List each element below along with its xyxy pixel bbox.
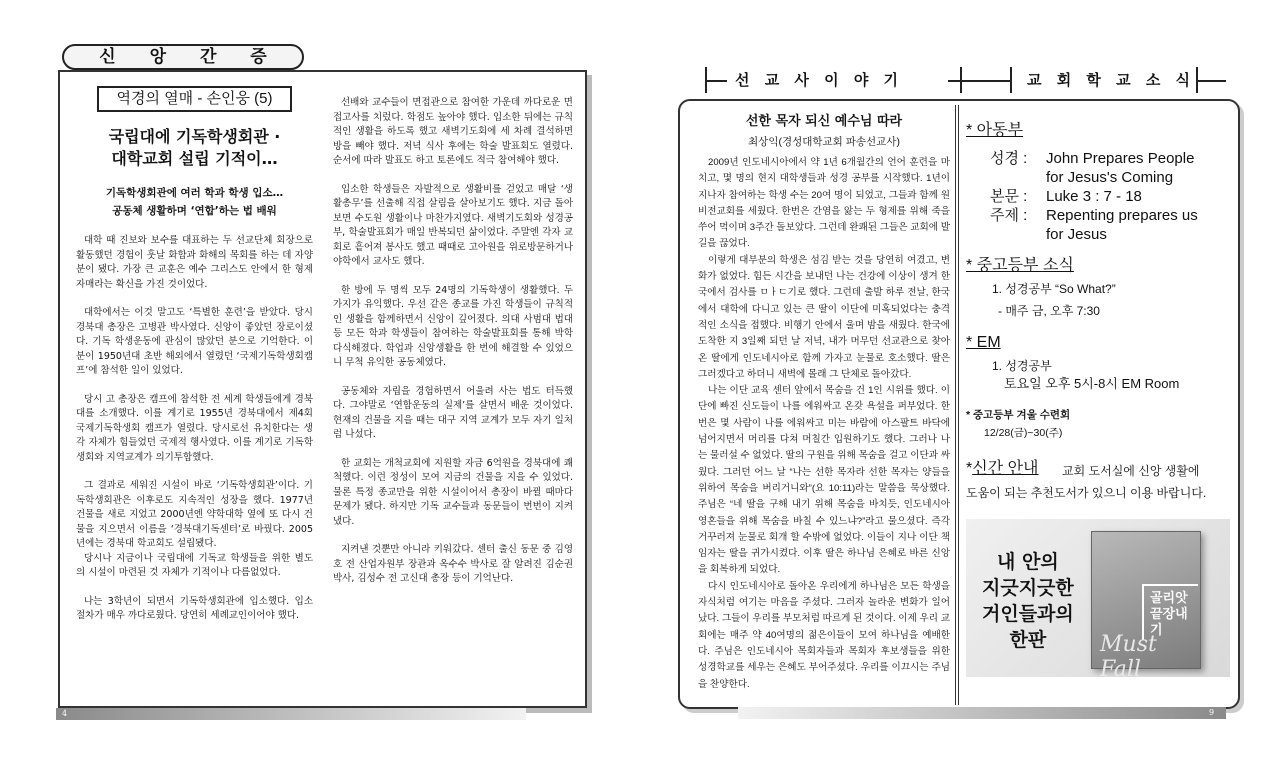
book-ad-line: 내 안의 [997, 551, 1059, 573]
article-paragraph: 당시나 지금이나 국립대에 기독교 학생들을 위한 별도의 시설이 마련된 것 자체가 기적이나 다름없었다. [76, 552, 313, 578]
article-paragraph: 한 교회는 개척교회에 지원할 자금 6억원을 경북대에 쾌척했다. 이런 정성이 모여 지금의 건물을 지을 수 있었다. 물론 특정 종교만을 위한 시설이어서 총장이 바뀔 때마다 문제가 됐다. 하지만 기독 교수들과 동문들이 번번이 지켜냈다. [333, 457, 573, 527]
kids-bible-value: John Prepares People [1046, 150, 1195, 167]
book-cover-title-line: 끝장내기 [1150, 606, 1188, 637]
testimony-article-box [58, 70, 587, 708]
kids-bible-label: 성경 : [990, 150, 1028, 167]
new-book-heading-text: 신간 안내 [972, 460, 1039, 477]
em-heading [966, 333, 1001, 353]
article-series-tag: 역경의 열매 - 손인웅 (5) [97, 86, 292, 112]
missionary-story-column [698, 109, 950, 693]
article-paragraph: 공동체와 자립을 경험하면서 어울려 사는 법도 터득했다. 그야말로 ‘연합운동의 실제’를 살면서 배운 것이었다. 현재의 건물을 지을 때는 대구 지역 교계가 모두 자기 일처럼 나섰다. [333, 385, 573, 440]
article-subtitle-line: 공동체 생활하며 ‘연합’하는 법 배워 [112, 205, 277, 217]
footer-bar-left [56, 708, 526, 720]
section-header-missionary: 선 교 사 이 야 기 [735, 71, 904, 89]
book-ad-line: 지긋지긋한 [982, 577, 1074, 599]
book-ad-headline [982, 549, 1074, 653]
section-header-church-school: 교 회 학 교 소 식 [1027, 71, 1196, 89]
em-item: 1. 성경공부 [992, 359, 1052, 373]
article-paragraph: 대학에서는 이것 말고도 ‘특별한 훈련’을 받았다. 당시 경북대 총장은 고병관 박사였다. 신앙이 좋았던 장로이셨다. 기독 학생운동에 관심이 많았던 분으로 기억한다. 이분이 1950년대 초반 해외에서 열렸던 ‘국제기독학생회캠프’에 참석한 일이 있었다. [76, 307, 313, 376]
youth-dept-heading [966, 256, 1074, 276]
article-paragraph: 지켜낸 것뿐만 아니라 키워갔다. 센터 출신 동문 중 김영호 전 산업자원부 장관과 옥수수 박사로 잘 알려진 김순권 박사, 김성수 전 고신대 총장 등이 기억난다. [333, 544, 573, 584]
section-header-testimony: 신 앙 간 증 [62, 44, 304, 70]
story-paragraph: 2009년 인도네시아에서 약 1년 6개월간의 언어 훈련을 마치고, 몇 명의 현지 대학생들과 성경 공부를 시작했다. 1년이 지나자 참여하는 학생 수는 20여 명이 되었고, 그들과 함께 원비전교회를 세웠다. 한번은 간염을 앓는 두 형제를 위해 죽을 쑤어 먹이며 3주간 돌보았다. 그런데 완쾌된 그들은 교회에 발길을 끊었다. [698, 157, 950, 250]
new-book-note: 도움이 되는 추천도서가 있으니 이용 바랍니다. [966, 486, 1207, 500]
header-rule [1196, 80, 1226, 82]
article-title [76, 126, 313, 170]
kids-theme-label: 주제 : [990, 207, 1028, 224]
book-cover-title [1150, 590, 1200, 638]
missionary-story-author: 최상익(경성대학교회 파송선교사) [748, 136, 900, 148]
page-number-right: 9 [1209, 708, 1215, 717]
column-divider [955, 105, 959, 705]
header-rule-tick [960, 67, 962, 93]
missionary-story-title: 선한 목자 되신 예수님 따라 [745, 114, 903, 129]
article-subtitle [76, 184, 313, 220]
article-title-line: 대학교회 설립 기적이… [111, 149, 278, 168]
article-paragraph: 선배와 교수들이 면접관으로 참여한 가운데 까다로운 면접고사를 치렀다. 학점도 높아야 했다. 입소한 뒤에는 규칙적인 생활을 하도록 했고 새벽기도회에 세 차례 결석하면 방을 빼야 했다. 저녁 식사 후에는 학술 발표회도 열렸다. 순서에 따라 발표도 하고 토론에도 적극 참여해야 했다. [333, 97, 573, 166]
new-book-heading [966, 459, 1039, 479]
article-paragraph: 나는 3학년이 되면서 기독학생회관에 입소했다. 입소 절차가 매우 까다로웠다. 당연히 세례교인이어야 했다. [76, 595, 313, 621]
kids-text-value: Luke 3 : 7 - 18 [1046, 188, 1142, 205]
story-paragraph: 이렇게 대부분의 학생은 섬김 받는 것을 당연히 여겼고, 변화가 없었다. 힘든 시간을 보내던 나는 건강에 이상이 생겨 한국에서 검사를 ㅁㅏㄷ기로 했다. 그런데 출발 하루 전날, 한국에서 대학에 다니고 있는 큰 딸이 이단에 미혹되었다는 충격적인 소식을 접했다. 비행기 안에서 울며 밤을 새웠다. 한국에 도착한 지 3일째 되던 날 저녁, 내가 머무던 선교관으로 찾아 온 딸에게 인도네시아로 함께 가자고 눈물로 호소했다. 딸은 그러겠다고 하더니 새벽에 몰래 그 단체로 돌아갔다. [698, 254, 950, 380]
book-advertisement [966, 519, 1230, 677]
youth-dept-heading-text: * 중고등부 소식 [966, 257, 1074, 274]
article-paragraph: 대학 때 진보와 보수를 대표하는 두 선교단체 회장으로 활동했던 경험이 훗날 화합과 화해의 목회를 하는 데 자양분이 됐다. 가장 큰 교훈은 예수 그리스도 안에서 한 형제자매라는 확신을 가진 것이었다. [76, 235, 313, 290]
page-number-left: 4 [62, 709, 68, 718]
article-paragraph: 한 방에 두 명씩 모두 24명의 기독학생이 생활했다. 두 가지가 유익했다. 우선 같은 종교를 가진 학생들이 규칙적인 생활을 함께하면서 신앙이 깊어졌다. 의대 사범대 법대 등 모든 학과 학생들이 참여하는 학술발표회를 통해 박학다식해졌다. 학업과 신앙생활을 한 번에 해결할 수 있었으니 무척 유익한 공동체였다. [333, 284, 573, 368]
book-cover-image [1091, 531, 1201, 677]
footer-bar-right [738, 707, 1226, 719]
article-paragraph: 그 결과로 세워진 시설이 바로 ‘기독학생회관’이다. 기독학생회관은 이후로도 지속적인 성장을 했다. 1977년 건물을 새로 지었고 2000년엔 약학대학 옆에 또 다시 건물을 지으면서 이름을 ‘경북대기독센터’로 바꿨다. 2005년에는 경북대 학교회도 설립됐다. [76, 480, 313, 549]
youth-news-item: - 매주 금, 오후 7:30 [998, 304, 1100, 318]
book-cover-title-line: 골리앗 [1150, 590, 1188, 605]
article-paragraph: 입소한 학생들은 자발적으로 생활비를 걷었고 매달 ‘생활총무’를 선출해 직접 살림을 살아보기도 했다. 지금 돌아보면 수도원 생활이나 마찬가지였다. 새벽기도회와 성경공부, 학술발표회가 매일 반복되던 삶이었다. 주말엔 각자 교회로 흩어져 봉사도 했고 때때로 고아원을 위로방문하거나 야학에서 교사도 했다. [333, 183, 573, 267]
article-title-line: 국립대에 기독학생회관 · [108, 127, 281, 146]
right-content-box [678, 99, 1240, 709]
header-rule [705, 80, 727, 82]
winter-retreat-heading: * 중고등부 겨울 수련회 [966, 409, 1071, 421]
kids-bible-value: for Jesus's Coming [1046, 169, 1174, 186]
header-rule [948, 80, 1010, 82]
book-ad-line: 거인들과의 [982, 603, 1074, 625]
winter-retreat-date: 12/28(금)~30(주) [984, 427, 1063, 439]
story-paragraph: 나는 이단 교육 센터 앞에서 목숨을 건 1인 시위를 했다. 이단에 빠진 신도들이 나를 에워싸고 온갖 욕설을 퍼부었다. 한번은 몇 사람이 나를 에워싸고 미는 바람에 아스팔트 바닥에 넘어지면서 머리를 다쳐 머칠간 입원하기도 했다. 그러나 나는 물러설 수 없었다. 딸의 구원을 위해 목숨을 걸고 이단과 싸웠다. 그러던 어느 날 “나는 선한 목자라 선한 목자는 양들을 위하여 목숨을 버리거니와”(요 10:11)라는 말씀을 묵상했다. 주님은 “네 딸을 구해 내기 위해 목숨을 바치듯, 인도네시아 영혼들을 위해 목숨을 바칠 수 있느냐?”라고 물으셨다. 즉각 거꾸러져 눈물로 회개 할 수밖에 없었다. 이들이 지나 이단 책임자는 딸을 귀가시켰다. 이후 딸은 하나님 은혜로 바른 신앙을 회복하게 되었다. [698, 385, 950, 576]
youth-news-item: 1. 성경공부 “So What?” [992, 282, 1116, 296]
new-book-note: 교회 도서실에 신앙 생활에 [1062, 464, 1200, 478]
kids-dept-heading-text: * 아동부 [966, 122, 1024, 139]
article-column-right [333, 96, 573, 601]
em-heading-text: * EM [966, 334, 1001, 351]
kids-text-label: 본문 : [990, 188, 1028, 205]
article-subtitle-line: 기독학생회관에 여러 학과 학생 입소… [105, 187, 284, 199]
article-column-left [76, 86, 313, 638]
kids-dept-heading [966, 121, 1023, 141]
em-item: 토요일 오후 5시-8시 EM Room [1004, 376, 1180, 391]
new-book-heading-prefix: * [966, 460, 973, 477]
header-rule-tick [1010, 67, 1012, 93]
article-paragraph: 당시 고 총장은 캠프에 참석한 전 세계 학생들에게 경북대를 소개했다. 이를 계기로 1955년 경북대에서 제4회 국제기독학생회 캠프가 열렸다. 당시로선 유치한다는 생각 자체가 힘들었던 국제적 행사였다. 이를 계기로 기독학생회와 지역교계가 의기투합했다. [76, 393, 313, 463]
story-paragraph: 다시 인도네시아로 돌아온 우리에게 하나님은 모든 학생을 자식처럼 여기는 마음을 주셨다. 그러자 놀라운 변화가 일어났다. 그들이 우리를 부모처럼 따르게 된 것이다. 이제 우리 교회에는 매주 약 40여명의 젊은이들이 모여 하나님을 예배한다. 주님은 인도네시아 목회자들과 목회자 후보생들을 위한 성경학교를 세우는 은혜도 부어주셨다. 우리를 이끄시는 주님을 찬양한다. [698, 580, 950, 690]
kids-theme-value: for Jesus [1046, 226, 1107, 243]
book-ad-line: 한판 [1009, 629, 1047, 651]
book-cover-english: Must Fall [1100, 632, 1157, 677]
kids-theme-value: Repenting prepares us [1046, 207, 1198, 224]
